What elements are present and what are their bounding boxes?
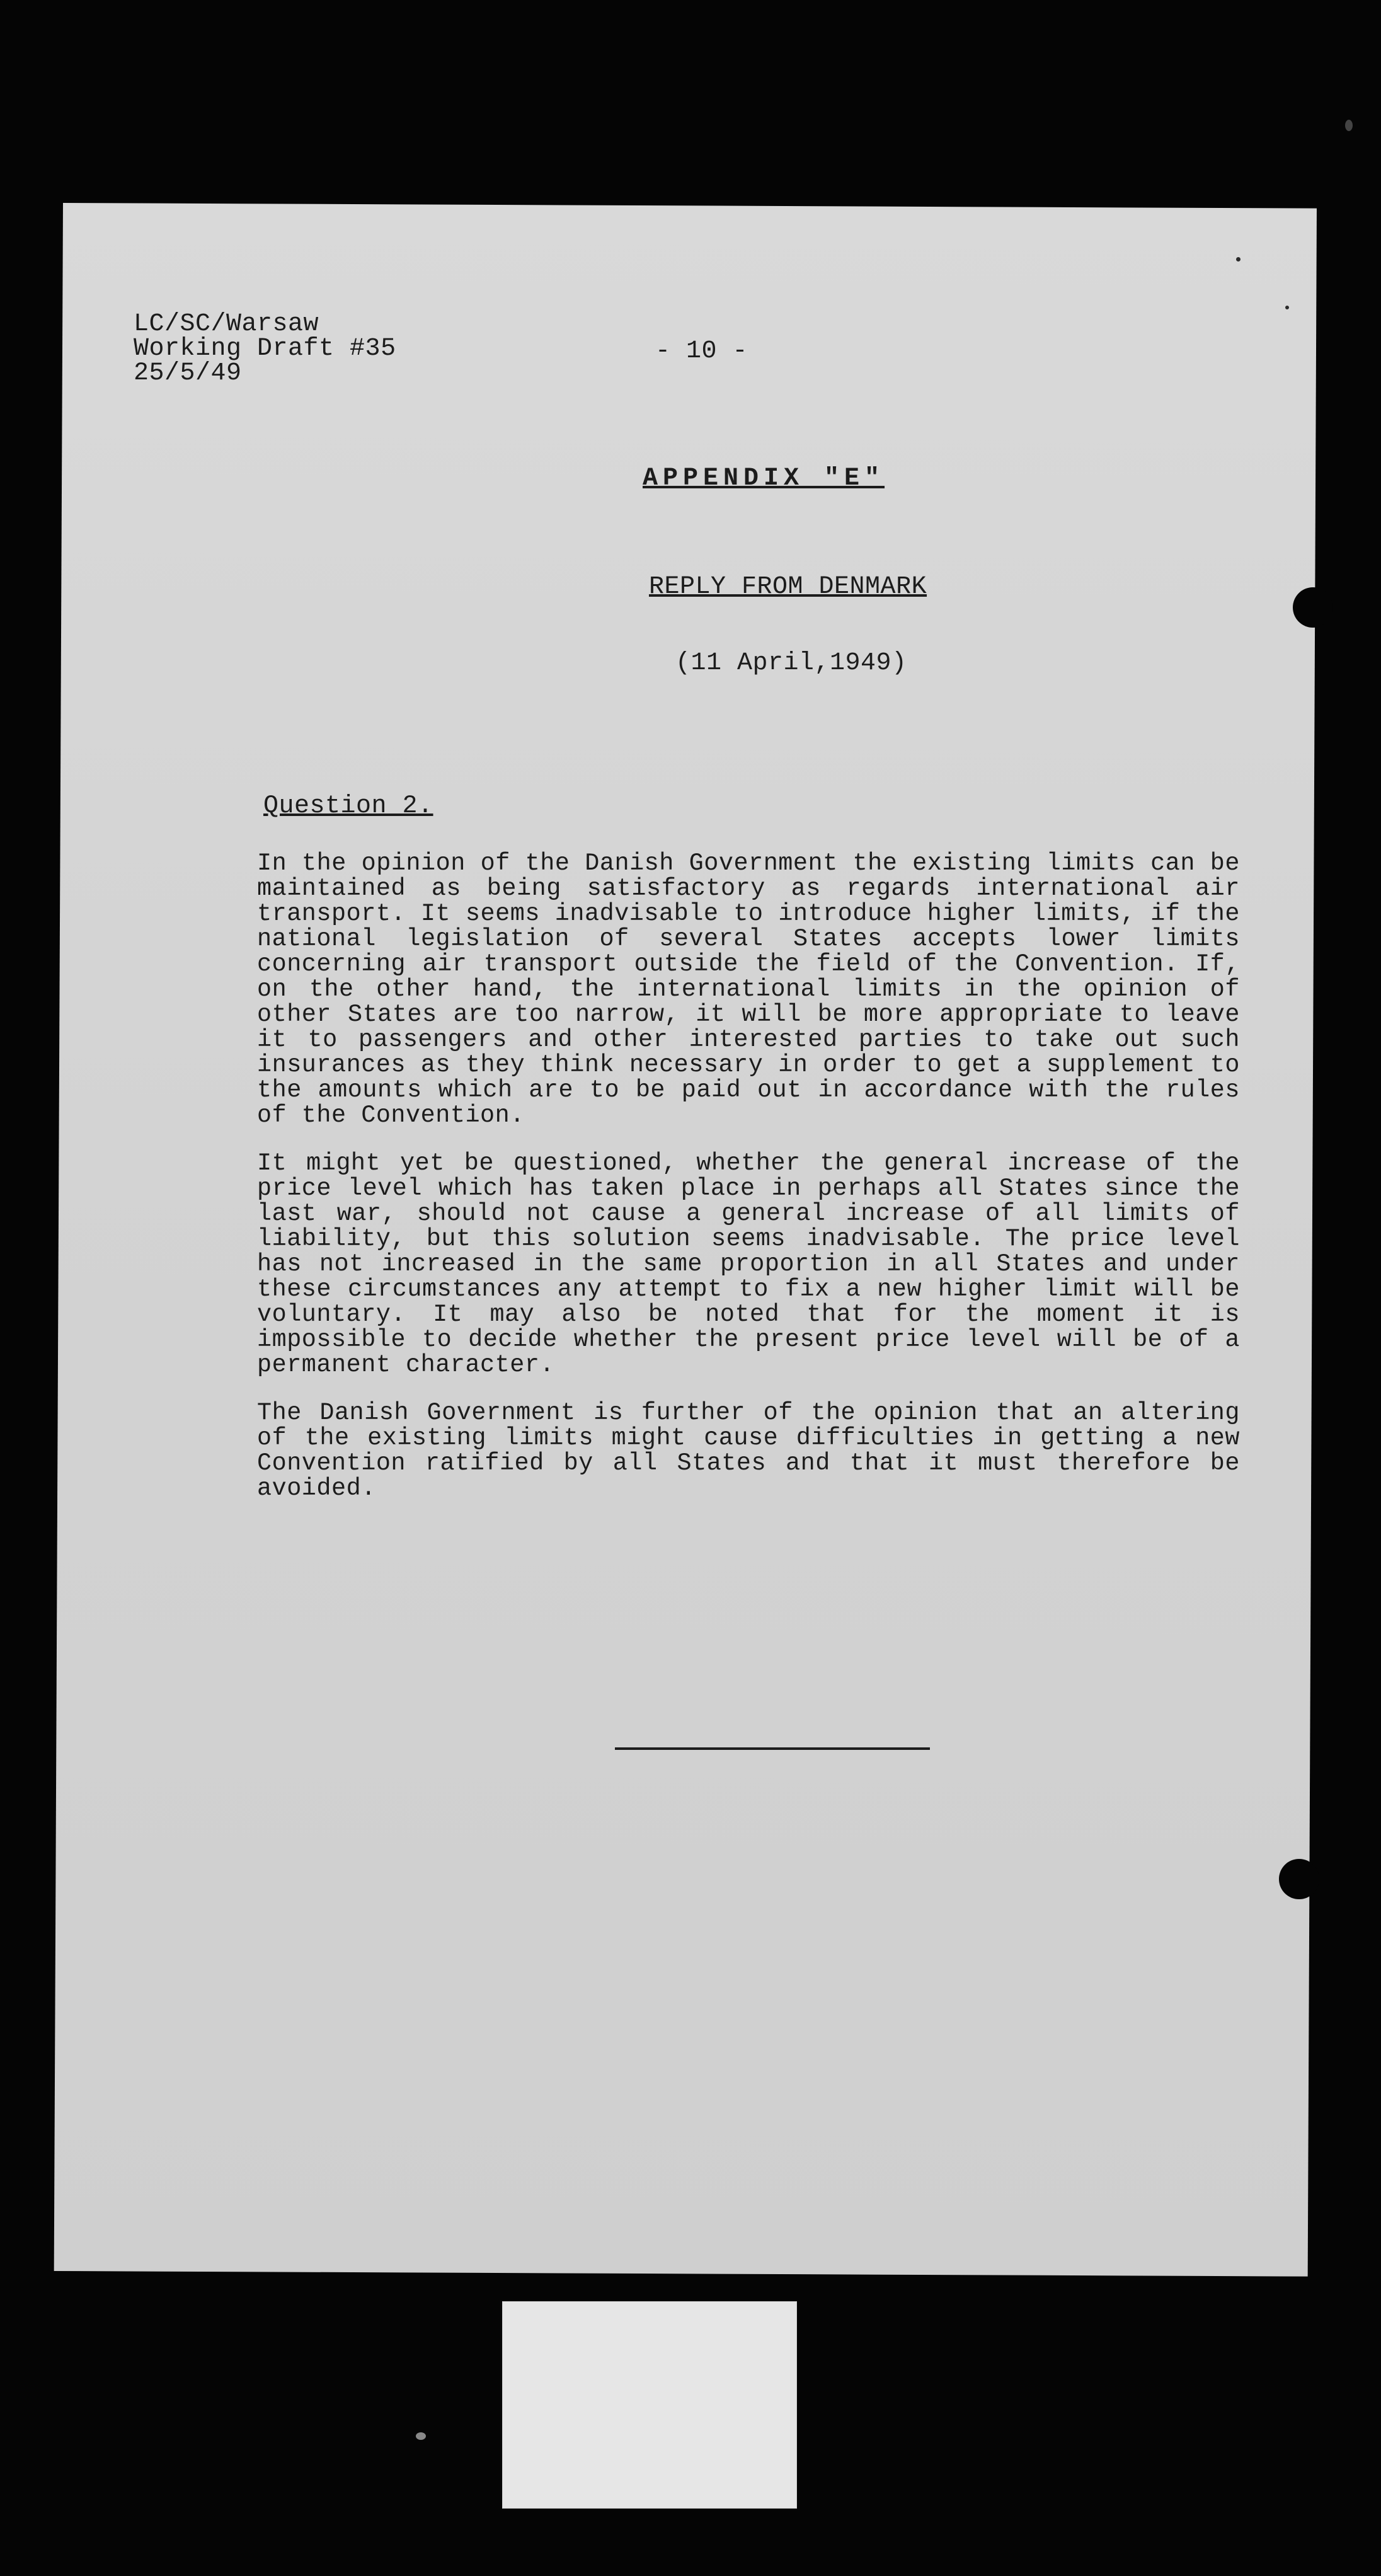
document-reference: LC/SC/Warsaw Working Draft #35 25/5/49: [134, 310, 396, 388]
speck: [1345, 120, 1353, 131]
question-heading: Question 2.: [263, 792, 433, 820]
body-paragraph: It might yet be questioned, whether the general increase of the price level which has taken place in perhaps all States since the last war, should not cause a general increase of all limits of liability, but this solution seems inadvisable. The price level has not increased in the same proportion in all States and under these circumstances any attempt to fix a new higher limit will be voluntary. It may also be noted that for the moment it is impossible to decide whether the present price level will be of a permanent character.: [257, 1149, 1240, 1379]
speck: [1236, 257, 1241, 262]
appendix-title: APPENDIX "E": [643, 464, 885, 493]
speck: [416, 2432, 426, 2440]
reply-date: (11 April,1949): [675, 649, 907, 677]
closing-rule: [615, 1747, 930, 1750]
reply-subtitle: REPLY FROM DENMARK: [649, 573, 927, 601]
speck: [1285, 306, 1289, 309]
body-paragraph: The Danish Government is further of the opinion that an altering of the existing limits might cause difficulties in getting a new Convention ratified by all States and that it must therefore be avoided.: [257, 1399, 1240, 1502]
blank-card: [502, 2301, 797, 2509]
body-paragraph: In the opinion of the Danish Government the existing limits can be maintained as being satisfactory as regards international air transport. It seems inadvisable to introduce higher limits, if the national legislation of several States accepts lower limits concerning air transport outside the field of the Convention. If, on the other hand, the international limits in the opinion of other States are too narrow, it will be more appropriate to leave it to passengers and other interested parties to take out such insurances as they think necessary in order to get a supplement to the amounts which are to be paid out in accordance with the rules of the Convention.: [257, 849, 1240, 1129]
punch-hole: [1279, 1859, 1319, 1899]
punch-hole: [1293, 587, 1333, 628]
page-number: - 10 -: [655, 337, 748, 365]
